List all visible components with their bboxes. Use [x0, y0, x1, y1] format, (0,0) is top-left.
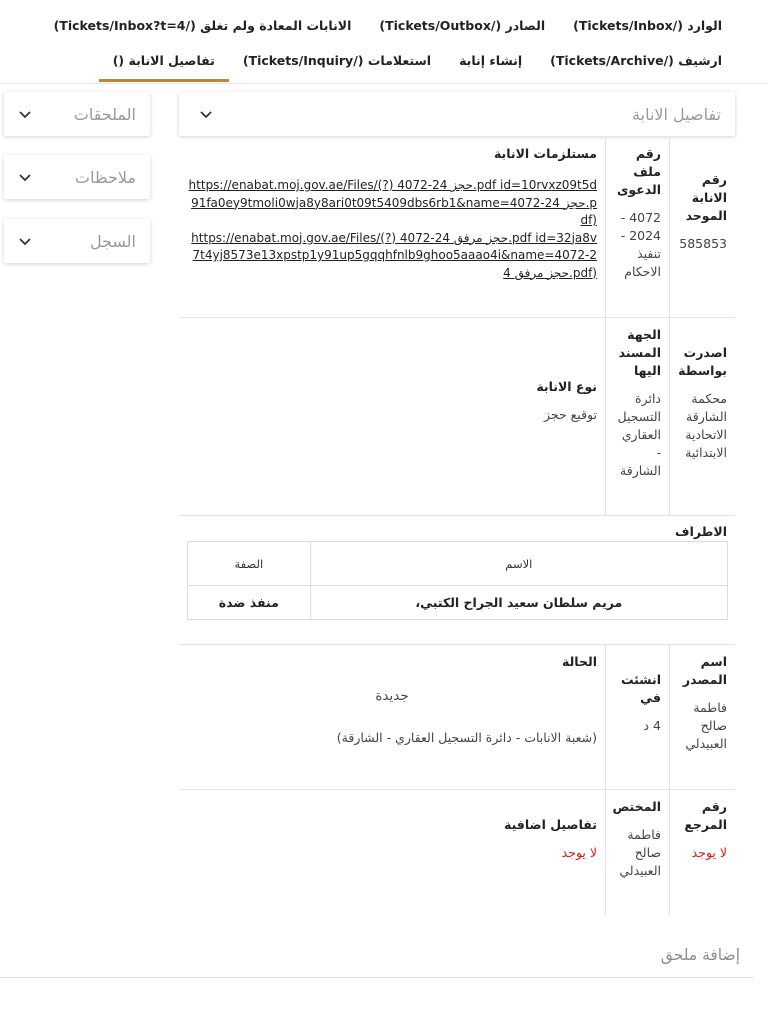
case-file-cell — [605, 137, 669, 317]
source-cell — [669, 645, 735, 789]
extra-details-value: لا يوجد — [561, 845, 597, 860]
reference-value: لا يوجد — [691, 845, 727, 860]
requirements-label: مستلزمات الانابة — [493, 146, 597, 161]
add-attachment-section — [0, 936, 754, 978]
log-card-title: السجل — [89, 231, 136, 251]
type-label: نوع الانابة — [536, 379, 597, 394]
status-value: جديدة — [375, 688, 409, 704]
unified-number-label: رقم الانابة الموحد — [685, 172, 727, 223]
details-card-title: تفاصيل الانابة — [632, 104, 721, 124]
header-role: الصفة — [188, 542, 311, 586]
top-navigation — [0, 0, 768, 84]
specialist-label: المختص — [612, 799, 661, 814]
created-value: 4 د — [643, 718, 661, 733]
attachment-link-2[interactable]: https://enabat.moj.gov.ae/Files/(?) 4072-24 حجز مرفق.pdf id=32ja8v7t4yj8573e13xpstp1y91up5gqqhfnlb9ghoo5aaao4i&name=4072-24 حجز مرفق.pdf) — [191, 230, 597, 280]
type-value: توقيع حجز — [543, 407, 597, 422]
chevron-down-icon[interactable] — [199, 107, 213, 121]
assigned-to-label: الجهة المسند اليها — [618, 327, 661, 378]
case-file-label: رقم ملف الدعوى — [616, 146, 661, 197]
chevron-down-icon[interactable] — [18, 107, 32, 121]
nav-create[interactable]: إنشاء إنابة — [459, 53, 523, 68]
assigned-to-cell — [605, 318, 669, 515]
table-header-row — [188, 542, 728, 586]
type-cell — [179, 318, 605, 515]
parties-table — [187, 541, 728, 620]
party-role: منفذ ضدة — [188, 586, 311, 620]
details-grid-bottom — [179, 644, 735, 915]
chevron-down-icon[interactable] — [18, 234, 32, 248]
status-sub: (شعبة الانابات - دائرة التسجيل العقاري - الشارقة) — [336, 730, 597, 745]
nav-details[interactable]: تفاصيل الانابة () — [112, 53, 215, 68]
log-card[interactable] — [4, 219, 150, 263]
specialist-cell — [605, 790, 669, 915]
details-row — [179, 318, 735, 516]
table-row — [188, 586, 728, 620]
issued-by-cell — [669, 318, 735, 515]
header-name: الاسم — [310, 542, 727, 586]
issued-by-value: محكمة الشارقة الاتحادية الابتدائية — [685, 391, 727, 460]
issued-by-label: اصدرت بواسطة — [678, 345, 727, 378]
nav-inbox[interactable]: الوارد (/Tickets/Inbox) — [573, 18, 722, 33]
created-label: انشئت في — [620, 672, 661, 705]
source-value: فاطمة صالح العبيدلي — [685, 700, 727, 751]
unified-number-cell — [669, 137, 735, 317]
source-label: اسم المصدر — [682, 654, 727, 687]
party-name: مريم سلطان سعيد الجراح الكتبي، — [310, 586, 727, 620]
extra-details-label: تفاصيل اضافية — [504, 817, 597, 832]
reference-cell — [669, 790, 735, 915]
status-label: الحالة — [562, 654, 597, 669]
nav-inquiry[interactable]: استعلامات (/Tickets/Inquiry) — [242, 53, 432, 68]
status-cell — [179, 645, 605, 789]
chevron-down-icon[interactable] — [18, 170, 32, 184]
reference-label: رقم المرجع — [684, 799, 727, 832]
specialist-value: فاطمة صالح العبيدلي — [619, 827, 661, 878]
attachment-link-1[interactable]: https://enabat.moj.gov.ae/Files/(?) 4072-24 حجز.pdf id=10rvxz09t5d91fa0ey9tmoli0wja8y8ari0t09t5409dbs6rb1&name=4072-24 حجز.pdf) — [188, 178, 597, 227]
details-grid — [179, 137, 735, 516]
nav-outbox[interactable]: الصادر (/Tickets/Outbox) — [379, 18, 546, 33]
unified-number-value: 585853 — [679, 236, 727, 251]
details-row — [179, 645, 735, 790]
notes-card-title: ملاحظات — [74, 167, 136, 187]
details-card-header[interactable] — [179, 92, 735, 136]
assigned-to-value: دائرة التسجيل العقاري - الشارقة — [617, 391, 661, 478]
nav-archive[interactable]: ارشيف (/Tickets/Archive) — [550, 53, 722, 68]
nav-returned[interactable]: الانابات المعادة ولم تغلق (/Tickets/Inbox?t=4) — [53, 18, 352, 33]
attachments-card-title: الملحقات — [73, 104, 136, 124]
parties-title: الاطراف — [675, 524, 727, 539]
created-cell — [605, 645, 669, 789]
extra-details-cell — [179, 790, 605, 915]
details-row — [179, 137, 735, 318]
details-row — [179, 790, 735, 915]
requirements-cell — [179, 137, 605, 317]
notes-card[interactable] — [4, 155, 150, 199]
case-file-value: 4072 - 2024 - تنفيذ الاحكام — [620, 210, 661, 279]
attachments-card[interactable] — [4, 92, 150, 136]
add-attachment-button[interactable]: إضافة ملحق — [660, 946, 740, 964]
